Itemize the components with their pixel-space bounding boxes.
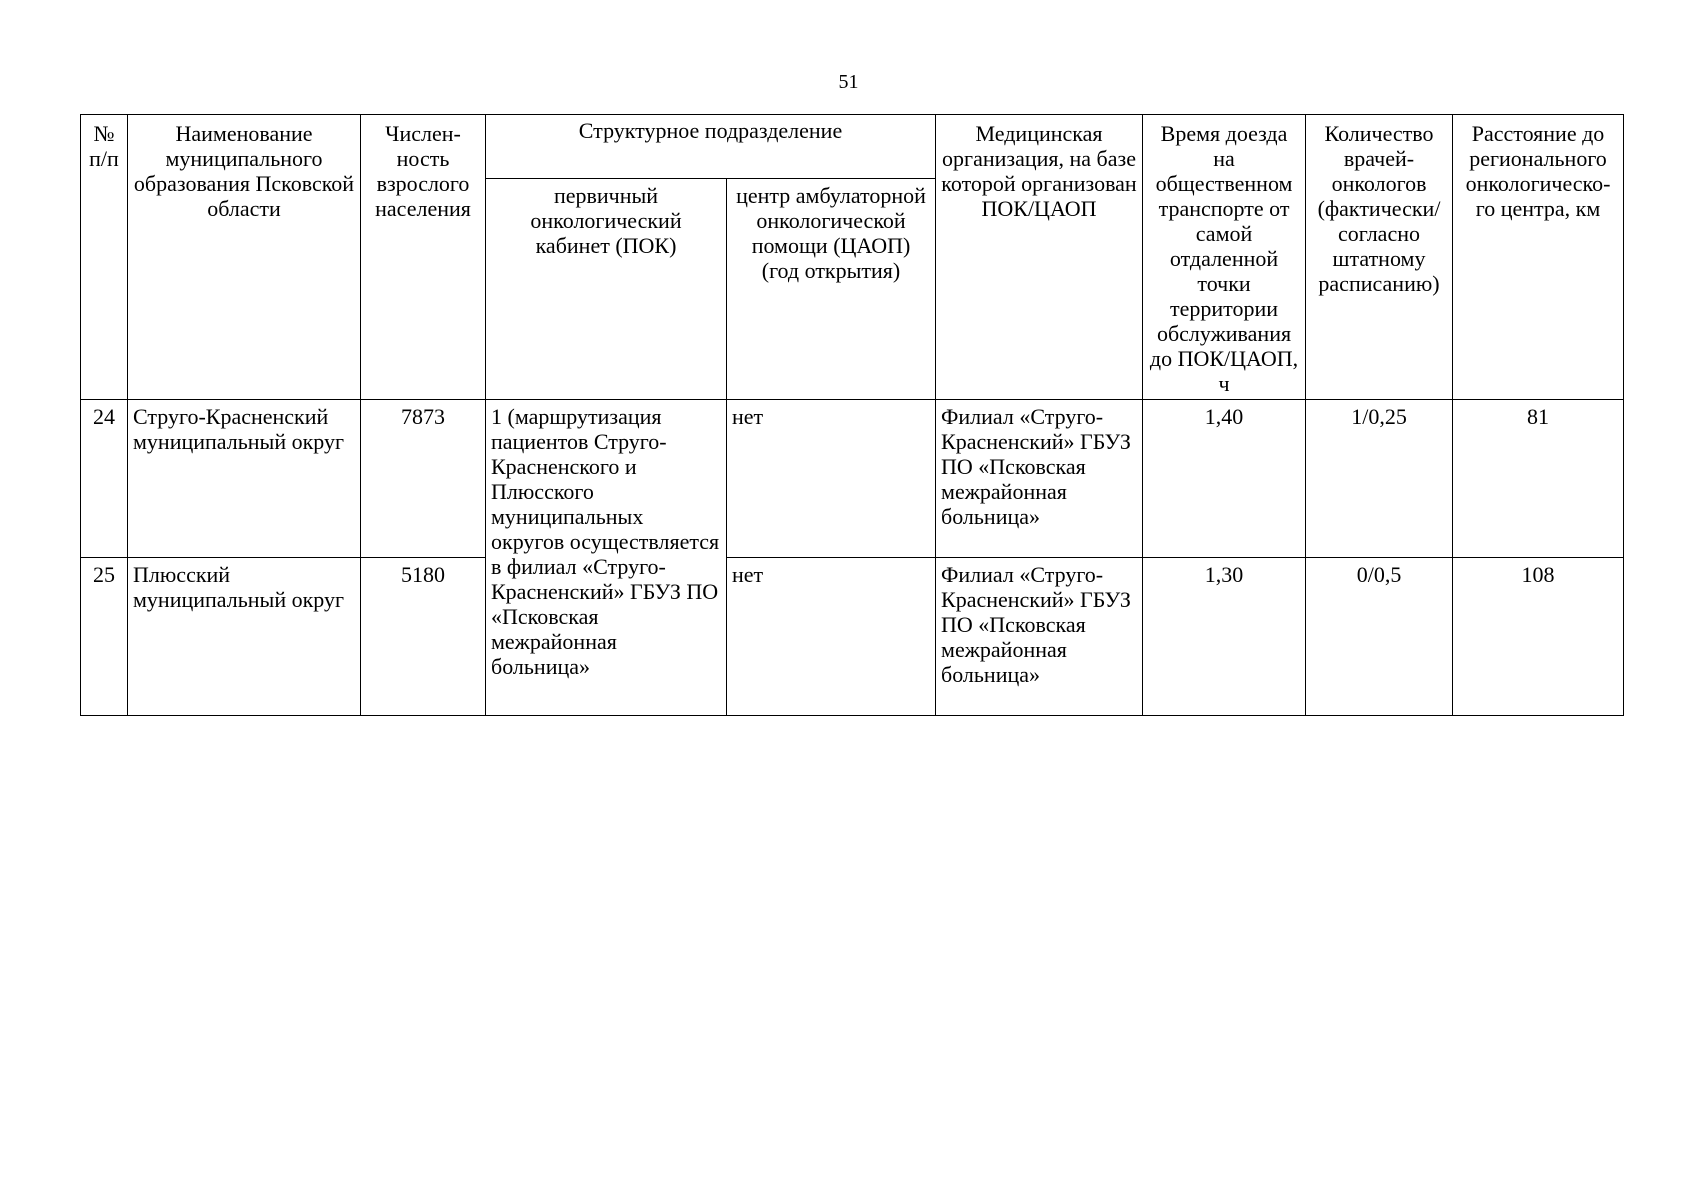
cell-municipality: Струго-Красненский муниципальный округ bbox=[128, 400, 361, 558]
cell-no: 25 bbox=[81, 558, 128, 716]
table-row bbox=[81, 558, 1624, 716]
cell-medical-org: Филиал «Струго-Красненский» ГБУЗ ПО «Псковская межрайонная больница» bbox=[936, 558, 1143, 716]
cell-caop: нет bbox=[727, 558, 936, 716]
cell-caop: нет bbox=[727, 400, 936, 558]
cell-municipality: Плюсский муниципальный округ bbox=[128, 558, 361, 716]
header-municipality: Наименование муниципального образования Псковской области bbox=[128, 115, 361, 400]
header-population: Числен-ность взрослого населения bbox=[361, 115, 486, 400]
cell-distance: 108 bbox=[1453, 558, 1624, 716]
cell-population: 5180 bbox=[361, 558, 486, 716]
header-structural-unit: Структурное подразделение bbox=[486, 115, 936, 179]
header-distance: Расстояние до регионального онкологическо-го центра, км bbox=[1453, 115, 1624, 400]
cell-no: 24 bbox=[81, 400, 128, 558]
cell-pok-shared: 1 (маршрутизация пациентов Струго-Красненского и Плюсского муниципальных округов осуществляется в филиал «Струго-Красненский» ГБУЗ ПО «Псковская межрайонная больница» bbox=[486, 400, 727, 716]
oncology-units-table bbox=[80, 114, 1624, 716]
header-caop: центр амбулаторной онкологической помощи (ЦАОП) (год открытия) bbox=[727, 178, 936, 399]
cell-oncologists: 1/0,25 bbox=[1306, 400, 1453, 558]
cell-travel-time: 1,30 bbox=[1143, 558, 1306, 716]
page-number: 51 bbox=[838, 71, 859, 93]
cell-oncologists: 0/0,5 bbox=[1306, 558, 1453, 716]
cell-travel-time: 1,40 bbox=[1143, 400, 1306, 558]
cell-medical-org: Филиал «Струго-Красненский» ГБУЗ ПО «Псковская межрайонная больница» bbox=[936, 400, 1143, 558]
header-pok: первичный онкологический кабинет (ПОК) bbox=[486, 178, 727, 399]
cell-distance: 81 bbox=[1453, 400, 1624, 558]
header-oncologists: Количество врачей-онкологов (фактически/согласно штатному расписанию) bbox=[1306, 115, 1453, 400]
header-no: № п/п bbox=[81, 115, 128, 400]
table-header-row bbox=[81, 115, 1624, 179]
header-medical-org: Медицинская организация, на базе которой организован ПОК/ЦАОП bbox=[936, 115, 1143, 400]
header-travel-time: Время доезда на общественном транспорте от самой отдаленной точки территории обслуживания до ПОК/ЦАОП, ч bbox=[1143, 115, 1306, 400]
table-row bbox=[81, 400, 1624, 558]
cell-population: 7873 bbox=[361, 400, 486, 558]
